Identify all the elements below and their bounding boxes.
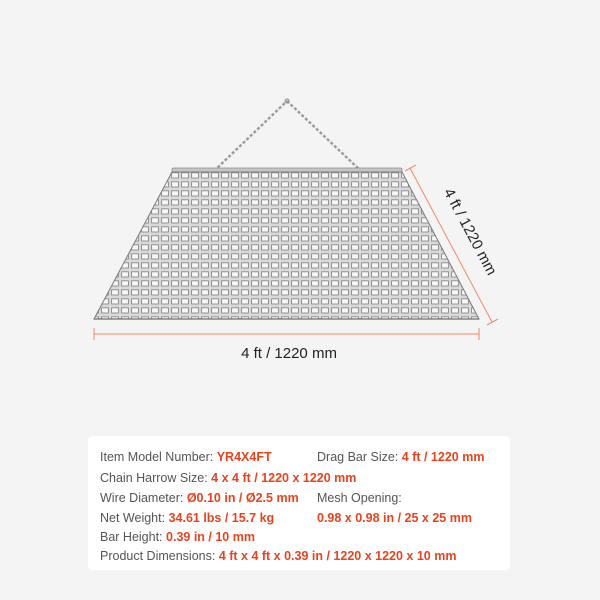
spec-mesh-opening-value: 0.98 x 0.98 in / 25 x 25 mm bbox=[317, 511, 472, 525]
width-dimension-label: 4 ft / 1220 mm bbox=[241, 345, 337, 362]
spec-bar-height bbox=[100, 529, 255, 545]
spec-bar-height-value: 0.39 in / 10 mm bbox=[166, 530, 255, 544]
spec-wire-diameter-value: Ø0.10 in / Ø2.5 mm bbox=[186, 491, 299, 505]
spec-product-dimensions-value: 4 ft x 4 ft x 0.39 in / 1220 x 1220 x 10 mm bbox=[218, 549, 457, 563]
spec-model-label: Item Model Number: bbox=[100, 450, 214, 464]
spec-drag-bar-label: Drag Bar Size: bbox=[317, 450, 399, 464]
spec-wire-diameter-label: Wire Diameter: bbox=[100, 491, 184, 505]
spec-net-weight-label: Net Weight: bbox=[100, 511, 166, 525]
spec-drag-bar bbox=[317, 449, 484, 465]
spec-harrow-size-value: 4 x 4 ft / 1220 x 1220 mm bbox=[211, 471, 357, 485]
spec-mesh-opening-value-line bbox=[317, 510, 472, 526]
width-dimension-line bbox=[94, 328, 479, 340]
spec-model-value: YR4X4FT bbox=[216, 450, 272, 464]
spec-model bbox=[100, 449, 272, 465]
spec-drag-bar-value: 4 ft / 1220 mm bbox=[401, 450, 485, 464]
chain-harrow-mesh bbox=[94, 172, 479, 319]
spec-card bbox=[88, 436, 510, 570]
spec-mesh-opening-label: Mesh Opening: bbox=[317, 491, 402, 505]
spec-harrow-size bbox=[100, 470, 356, 486]
spec-net-weight bbox=[100, 510, 274, 526]
spec-harrow-size-label: Chain Harrow Size: bbox=[100, 471, 208, 485]
hanging-chain bbox=[214, 99, 361, 171]
depth-dimension-label: 4 ft / 1220 mm bbox=[439, 185, 500, 279]
spec-product-dimensions-label: Product Dimensions: bbox=[100, 549, 216, 563]
spec-net-weight-value: 34.61 lbs / 15.7 kg bbox=[168, 511, 275, 525]
spec-product-dimensions bbox=[100, 548, 456, 564]
spec-mesh-opening bbox=[317, 490, 402, 506]
spec-wire-diameter bbox=[100, 490, 299, 506]
spec-bar-height-label: Bar Height: bbox=[100, 530, 163, 544]
